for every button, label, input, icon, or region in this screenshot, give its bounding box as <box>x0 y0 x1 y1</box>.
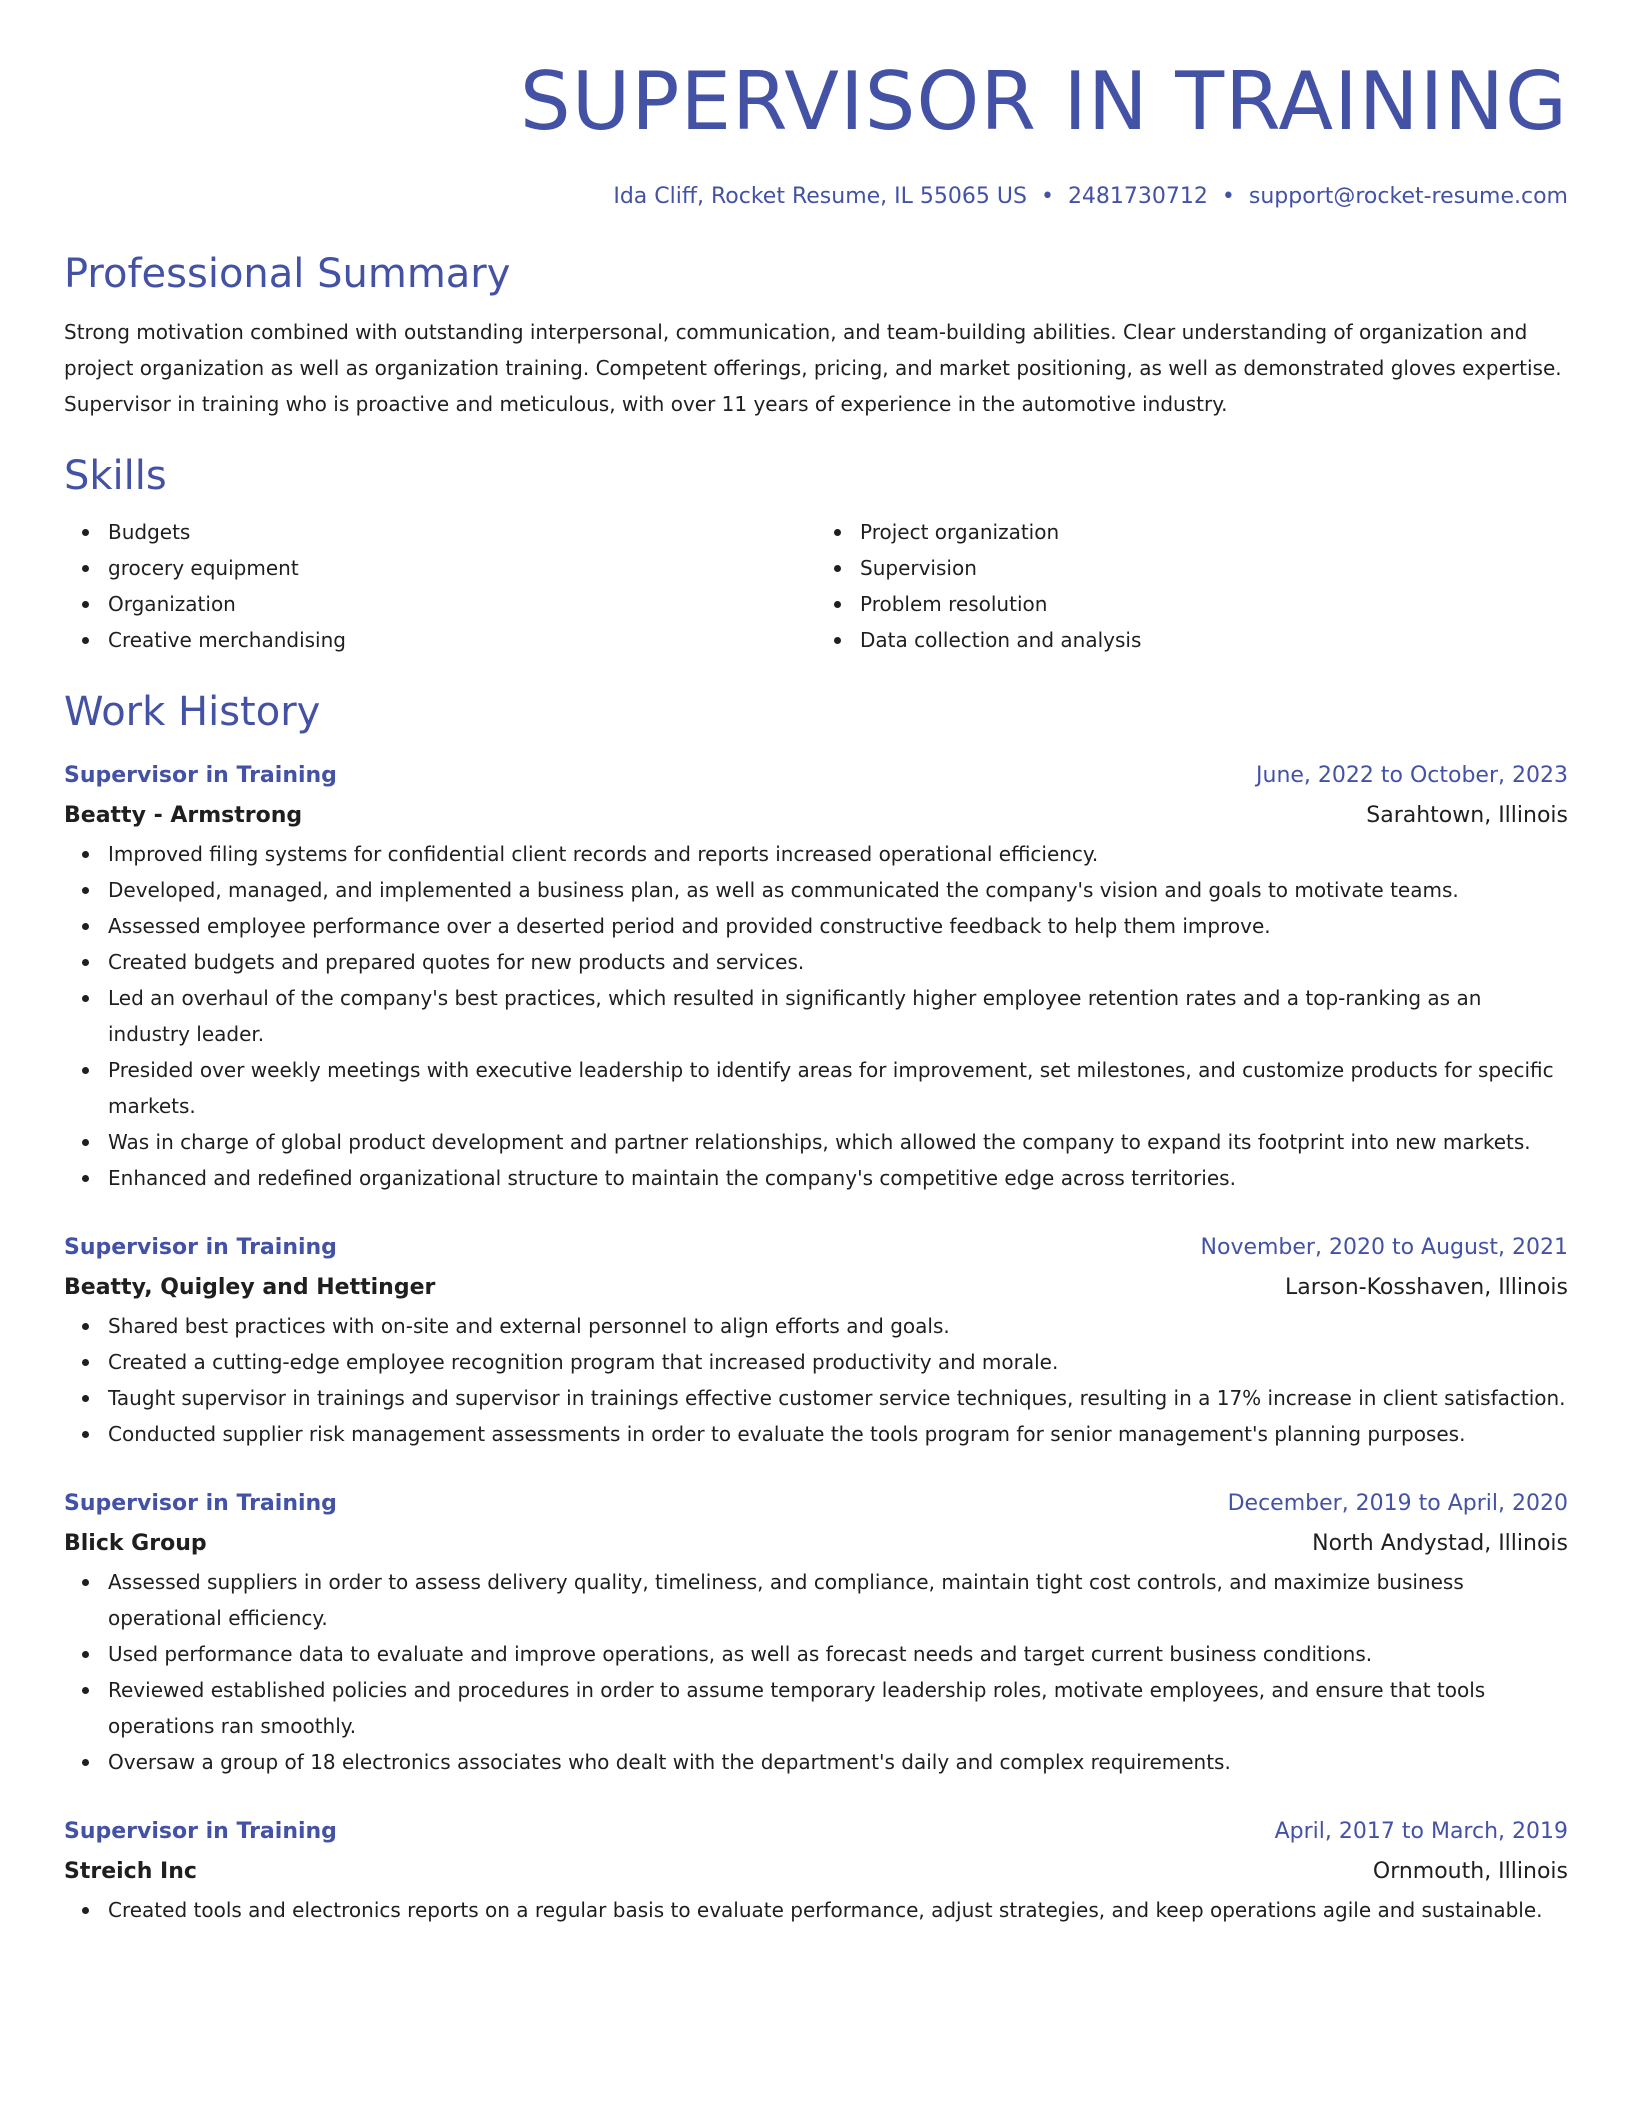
job-title-row <box>64 1484 1568 1524</box>
summary-section <box>64 248 1568 422</box>
job-entry <box>64 1228 1568 1452</box>
job-bullet: Conducted supplier risk management assessments in order to evaluate the tools program for senior management's planning purposes. <box>108 1416 1568 1452</box>
skills-columns <box>64 514 1568 658</box>
job-bullets <box>64 1564 1568 1780</box>
skills-section <box>64 450 1568 658</box>
summary-text: Strong motivation combined with outstanding interpersonal, communication, and team-building abilities. Clear understanding of organization and project organization as well as organization training. Competent offerings, pricing, and market positioning, as well as demonstrated gloves expertise. Supervisor in training who is proactive and meticulous, with over 11 years of experience in the automotive industry. <box>64 320 1562 416</box>
job-title-row <box>64 1228 1568 1268</box>
skill-item: grocery equipment <box>108 550 816 586</box>
skills-heading: Skills <box>64 453 167 499</box>
job-bullets <box>64 836 1568 1196</box>
contact-phone[interactable]: 2481730712 <box>1067 184 1208 209</box>
job-location: North Andystad, Illinois <box>1312 1531 1568 1556</box>
job-location: Sarahtown, Illinois <box>1366 803 1568 828</box>
job-company: Streich Inc <box>64 1859 197 1884</box>
resume-page <box>64 0 1568 2112</box>
job-company: Beatty - Armstrong <box>64 803 303 828</box>
job-bullet: Assessed suppliers in order to assess delivery quality, timeliness, and compliance, maintain tight cost controls, and maximize business operational efficiency. <box>108 1564 1568 1636</box>
job-dates: December, 2019 to April, 2020 <box>1227 1491 1568 1516</box>
job-entry <box>64 756 1568 1196</box>
job-dates: November, 2020 to August, 2021 <box>1200 1235 1568 1260</box>
job-title: Supervisor in Training <box>64 1491 337 1516</box>
job-bullet: Taught supervisor in trainings and supervisor in trainings effective customer service techniques, resulting in a 17% increase in client satisfaction. <box>108 1380 1568 1416</box>
job-bullet: Assessed employee performance over a deserted period and provided constructive feedback to help them improve. <box>108 908 1568 944</box>
job-bullet: Presided over weekly meetings with executive leadership to identify areas for improvement, set milestones, and customize products for specific markets. <box>108 1052 1568 1124</box>
job-company-row <box>64 1268 1568 1308</box>
job-bullet: Was in charge of global product development and partner relationships, which allowed the company to expand its footprint into new markets. <box>108 1124 1568 1160</box>
job-title-row <box>64 756 1568 796</box>
skill-item: Budgets <box>108 514 816 550</box>
job-company: Blick Group <box>64 1531 207 1556</box>
skill-item: Data collection and analysis <box>860 622 1568 658</box>
job-entry <box>64 1484 1568 1780</box>
skill-item: Problem resolution <box>860 586 1568 622</box>
skill-item: Creative merchandising <box>108 622 816 658</box>
job-title: Supervisor in Training <box>64 1819 337 1844</box>
job-bullet: Developed, managed, and implemented a business plan, as well as communicated the company's vision and goals to motivate teams. <box>108 872 1568 908</box>
job-title-row <box>64 1812 1568 1852</box>
contact-separator: • <box>1040 184 1054 209</box>
skill-item: Project organization <box>860 514 1568 550</box>
job-bullet: Created a cutting-edge employee recognition program that increased productivity and morale. <box>108 1344 1568 1380</box>
job-bullet: Enhanced and redefined organizational structure to maintain the company's competitive edge across territories. <box>108 1160 1568 1196</box>
skill-item: Organization <box>108 586 816 622</box>
job-bullet: Oversaw a group of 18 electronics associates who dealt with the department's daily and complex requirements. <box>108 1744 1568 1780</box>
skills-left-list <box>64 514 816 658</box>
contact-separator: • <box>1221 184 1235 209</box>
job-bullet: Shared best practices with on-site and external personnel to align efforts and goals. <box>108 1308 1568 1344</box>
contact-email[interactable]: support@rocket-resume.com <box>1248 184 1568 209</box>
job-dates: April, 2017 to March, 2019 <box>1274 1819 1568 1844</box>
job-bullet: Created tools and electronics reports on a regular basis to evaluate performance, adjust strategies, and keep operations agile and sustainable. <box>108 1892 1568 1928</box>
job-title: Supervisor in Training <box>64 1235 337 1260</box>
job-entry <box>64 1812 1568 1928</box>
job-bullets <box>64 1308 1568 1452</box>
skills-right-list <box>816 514 1568 658</box>
job-company-row <box>64 796 1568 836</box>
job-bullet: Used performance data to evaluate and improve operations, as well as forecast needs and target current business conditions. <box>108 1636 1568 1672</box>
resume-title: SUPERVISOR IN TRAINING <box>519 55 1568 148</box>
job-title: Supervisor in Training <box>64 763 337 788</box>
job-dates: June, 2022 to October, 2023 <box>1256 763 1568 788</box>
job-company: Beatty, Quigley and Hettinger <box>64 1275 436 1300</box>
job-bullets <box>64 1892 1568 1928</box>
contact-line <box>64 182 1568 212</box>
summary-heading: Professional Summary <box>64 251 511 297</box>
work-history-heading: Work History <box>64 689 321 735</box>
job-bullet: Led an overhaul of the company's best practices, which resulted in significantly higher employee retention rates and a top-ranking as an industry leader. <box>108 980 1568 1052</box>
contact-address: Ida Cliff, Rocket Resume, IL 55065 US <box>613 184 1027 209</box>
work-history-section <box>64 686 1568 1928</box>
skill-item: Supervision <box>860 550 1568 586</box>
job-location: Ornmouth, Illinois <box>1372 1859 1568 1884</box>
job-bullet: Created budgets and prepared quotes for new products and services. <box>108 944 1568 980</box>
job-bullet: Reviewed established policies and procedures in order to assume temporary leadership roles, motivate employees, and ensure that tools operations ran smoothly. <box>108 1672 1568 1744</box>
job-company-row <box>64 1524 1568 1564</box>
job-company-row <box>64 1852 1568 1892</box>
job-location: Larson-Kosshaven, Illinois <box>1284 1275 1568 1300</box>
job-bullet: Improved filing systems for confidential client records and reports increased operational efficiency. <box>108 836 1568 872</box>
